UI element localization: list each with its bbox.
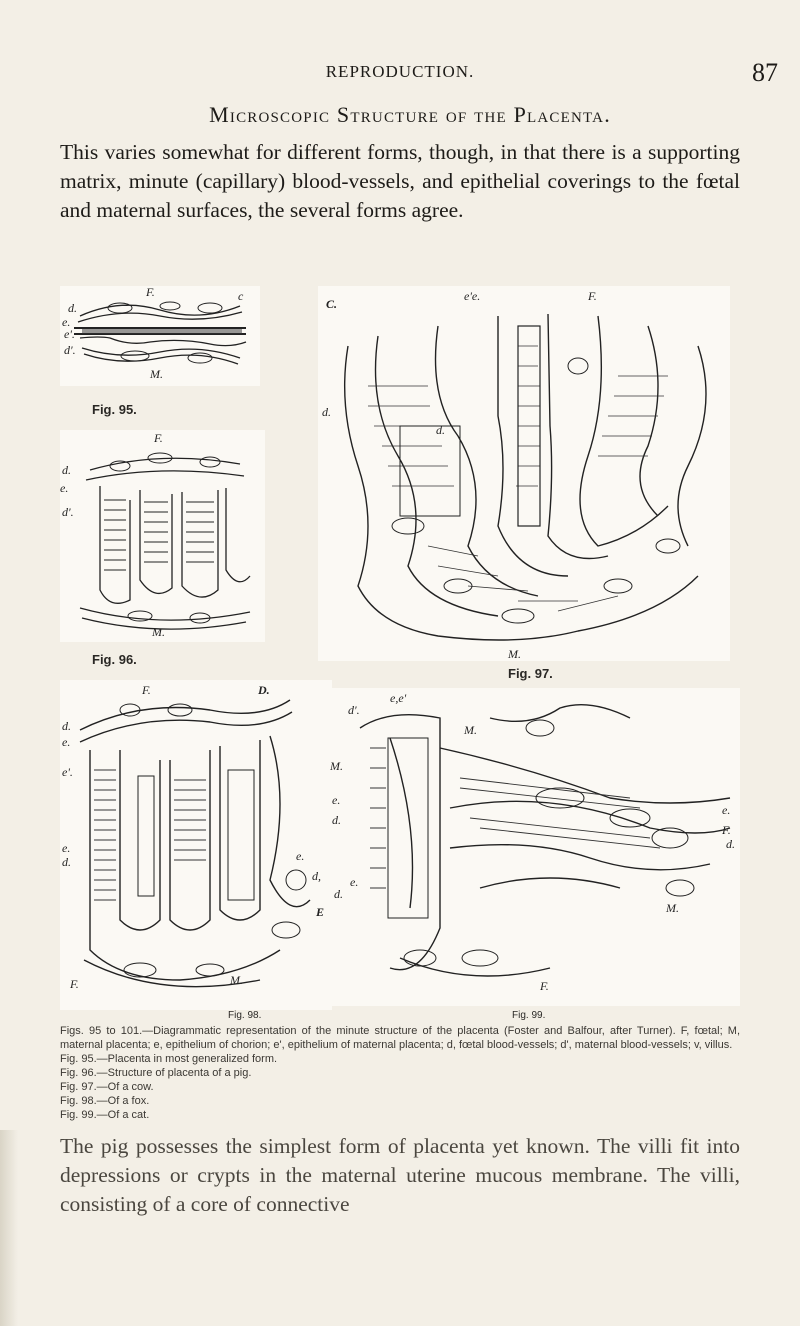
figure-96-illustration xyxy=(60,430,265,642)
fig98-label-e3: e. xyxy=(296,849,305,863)
caption-line: Fig. 95.—Placenta in most generalized form. xyxy=(60,1053,278,1065)
fig95-label-e1: e'. xyxy=(64,327,75,341)
fig97-label-d: d. xyxy=(322,405,331,419)
fig95-label-d: d. xyxy=(68,301,77,315)
caption-main: Figs. 95 to 101.—Diagrammatic representation of the minute structure of the placenta (Foster and Balfour, after Turner). F, fœtal; M, maternal placenta; e, epithelium of chorion; e', epithelium of maternal placenta; d, fœtal blood-vessels; d', maternal blood-vessels; v, villus. xyxy=(60,1025,740,1051)
figure-99-label: Fig. 99. xyxy=(512,1010,546,1021)
fig98-label-F2: F. xyxy=(70,977,79,991)
fig96-label-d1: d'. xyxy=(62,505,74,519)
fig99-label-F2: F. xyxy=(540,979,549,993)
figure-caption xyxy=(60,1024,740,1122)
fig99-label-M3: M. xyxy=(666,901,679,915)
fig99-label-d1: d'. xyxy=(348,703,360,717)
fig97-label-M: M. xyxy=(508,647,521,661)
paragraph-1: This varies somewhat for different forms, though, in that there is a supporting matrix, minute (capillary) blood-vessels, and epithelial coverings to the fœtal and maternal surfaces, the several forms agree. xyxy=(60,140,740,222)
fig98-label-e1: e'. xyxy=(62,765,73,779)
figure-95 xyxy=(60,286,260,386)
figure-98 xyxy=(60,680,332,1010)
figure-95-illustration xyxy=(60,286,260,386)
page-edge-shadow xyxy=(0,1130,18,1326)
fig95-label-c: c xyxy=(238,289,244,303)
fig99-label-M2: M. xyxy=(330,759,343,773)
figure-95-label: Fig. 95. xyxy=(92,402,137,417)
fig96-label-F: F. xyxy=(154,431,163,445)
figure-98-illustration xyxy=(60,680,332,1010)
fig99-label-e4: e. xyxy=(350,875,359,889)
figure-96 xyxy=(60,430,265,642)
fig98-label-E: E xyxy=(316,905,325,919)
figure-97-label: Fig. 97. xyxy=(508,666,553,681)
fig99-label-d2: d. xyxy=(332,813,341,827)
caption-line: Fig. 97.—Of a cow. xyxy=(60,1081,154,1093)
fig98-label-d3: d, xyxy=(312,869,321,883)
figure-96-label: Fig. 96. xyxy=(92,652,137,667)
figure-99 xyxy=(330,688,740,1006)
running-head: REPRODUCTION. xyxy=(325,62,475,81)
fig95-label-F: F. xyxy=(146,286,155,299)
fig99-label-F: F. xyxy=(722,823,731,837)
fig99-label-e1: e,e' xyxy=(390,691,407,705)
fig95-label-M: M. xyxy=(150,367,163,381)
figure-97 xyxy=(318,286,730,661)
fig95-label-d1: d'. xyxy=(64,343,76,357)
fig99-label-d3: d. xyxy=(726,837,735,851)
fig96-label-d: d. xyxy=(62,463,71,477)
fig96-label-e: e. xyxy=(60,481,69,495)
fig98-label-d2: d. xyxy=(62,855,71,869)
fig98-label-F: F. xyxy=(142,683,151,697)
fig96-label-M: M. xyxy=(152,625,165,639)
fig97-label-ee: e'e. xyxy=(464,289,481,303)
fig99-label-e3: e. xyxy=(722,803,731,817)
page-number: 87 xyxy=(752,58,778,87)
fig97-label-d1: d. xyxy=(436,423,445,437)
fig98-label-e: e. xyxy=(62,735,71,749)
fig99-label-d4: d. xyxy=(334,887,343,901)
fig98-label-D: D. xyxy=(258,683,270,697)
section-title: Microscopic Structure of the Placenta. xyxy=(209,102,611,127)
fig98-label-M: M. xyxy=(230,973,243,987)
caption-line: Fig. 96.—Structure of placenta of a pig. xyxy=(60,1067,252,1079)
caption-line: Fig. 99.—Of a cat. xyxy=(60,1109,150,1121)
figure-97-illustration xyxy=(318,286,730,661)
fig97-label-C: C. xyxy=(326,297,338,311)
paragraph-2: The pig possesses the simplest form of placenta yet known. The villi fit into depressions or crypts in the maternal uterine mucous membrane. The villi, consisting of a core of connective xyxy=(60,1134,740,1216)
fig99-label-M1: M. xyxy=(464,723,477,737)
figure-98-label: Fig. 98. xyxy=(228,1010,262,1021)
fig98-label-d: d. xyxy=(62,719,71,733)
fig98-label-e2: e. xyxy=(62,841,71,855)
figure-99-illustration xyxy=(330,688,740,1006)
caption-line: Fig. 98.—Of a fox. xyxy=(60,1095,150,1107)
fig99-label-e2: e. xyxy=(332,793,341,807)
fig95-label-e: e. xyxy=(62,315,71,329)
fig97-label-F: F. xyxy=(588,289,597,303)
